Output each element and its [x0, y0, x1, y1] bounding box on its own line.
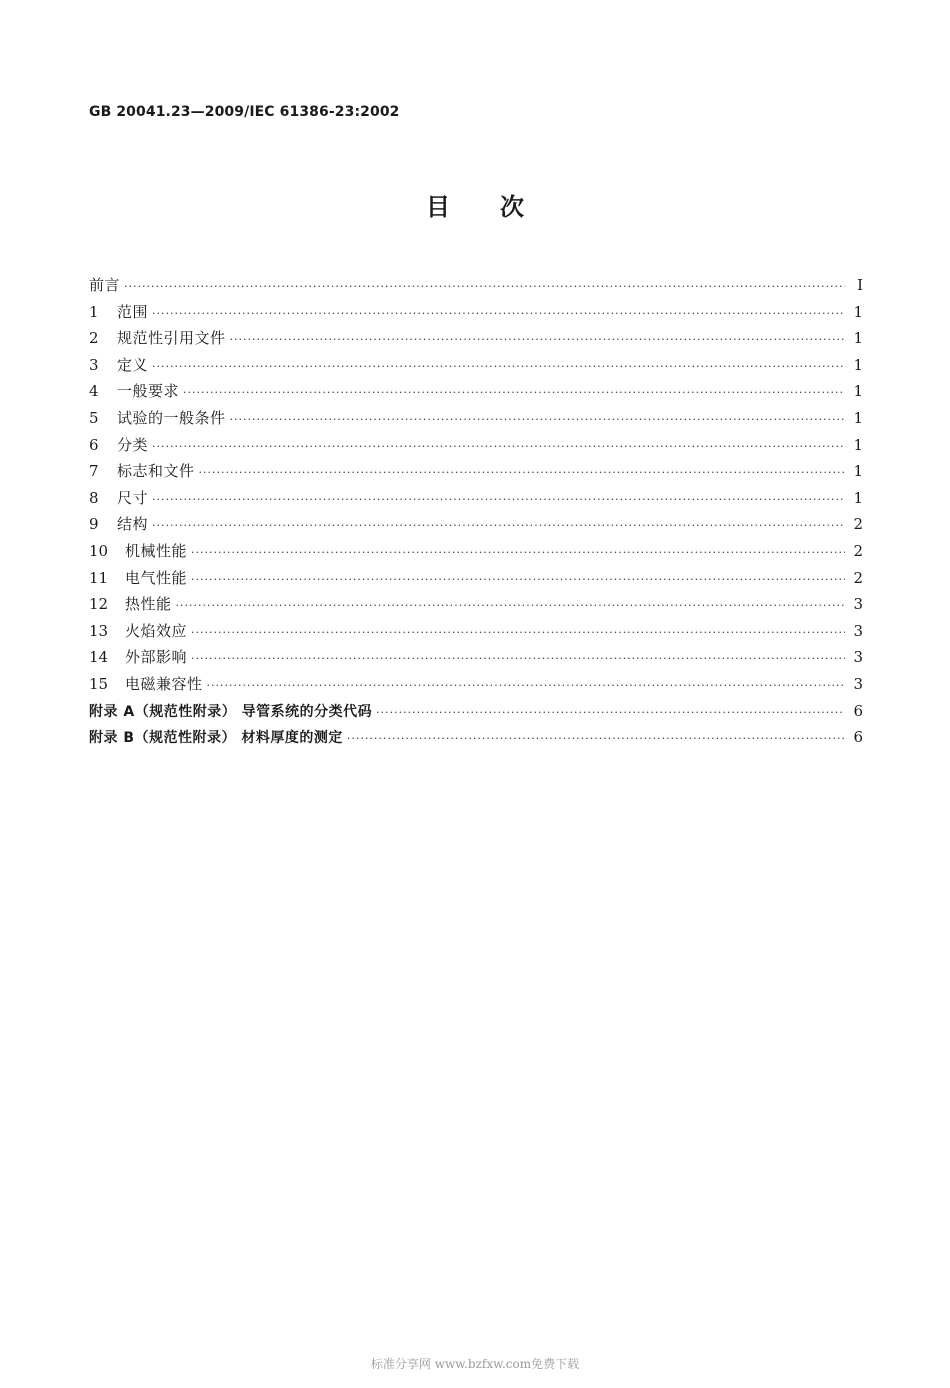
- toc-entry-13[interactable]: [89, 618, 863, 645]
- toc-entry-label: 附录 A（规范性附录） 导管系统的分类代码: [89, 703, 373, 720]
- toc-leader-dots: [376, 700, 845, 727]
- toc-entry-number: 4: [89, 382, 99, 401]
- toc-entry-page: 1: [853, 462, 863, 481]
- toc-entry-number: 8: [89, 488, 99, 507]
- toc-entry-page: 2: [853, 541, 863, 560]
- toc-title-char-2: 次: [500, 193, 524, 221]
- toc-entry-6[interactable]: [89, 432, 863, 459]
- toc-entry-label: 机械性能: [125, 541, 188, 560]
- toc-entry-label: 电磁兼容性: [125, 674, 203, 693]
- toc-entry-label: 定义: [117, 355, 149, 374]
- toc-leader-dots: [152, 434, 845, 461]
- toc-entry-number: 7: [89, 462, 99, 481]
- toc-entry-page: 3: [853, 674, 863, 693]
- toc-entry-page: 3: [853, 648, 863, 667]
- toc-entry-page: 1: [853, 355, 863, 374]
- toc-leader-dots: [152, 354, 845, 381]
- toc-entry-label: 标志和文件: [117, 462, 195, 481]
- toc-entry-page: Ⅰ: [857, 276, 863, 294]
- toc-entry-label: 火焰效应: [125, 621, 188, 640]
- standard-code-header: GB 20041.23—2009/IEC 61386-23:2002: [89, 104, 400, 120]
- toc-entry-number: 13: [89, 621, 109, 640]
- toc-entry-foreword[interactable]: [89, 272, 863, 299]
- toc-entry-2[interactable]: [89, 325, 863, 352]
- toc-entry-page: 6: [853, 701, 863, 720]
- toc-entry-number: 15: [89, 674, 109, 693]
- toc-entry-14[interactable]: [89, 644, 863, 671]
- toc-entry-annex-b[interactable]: [89, 724, 863, 751]
- toc-entry-page: 6: [853, 728, 863, 747]
- toc-entry-number: 6: [89, 435, 99, 454]
- toc-entry-1[interactable]: [89, 299, 863, 326]
- toc-leader-dots: [230, 327, 845, 354]
- toc-entry-number: 9: [89, 515, 99, 534]
- toc-leader-dots: [207, 673, 845, 700]
- toc-entry-number: 2: [89, 329, 99, 348]
- toc-entry-page: 3: [853, 621, 863, 640]
- toc-entry-3[interactable]: [89, 352, 863, 379]
- toc-entry-4[interactable]: [89, 378, 863, 405]
- toc-entry-number: 10: [89, 541, 109, 560]
- toc-entry-label: 电气性能: [125, 568, 188, 587]
- table-of-contents: [89, 272, 863, 751]
- toc-leader-dots: [199, 460, 845, 487]
- toc-entry-page: 1: [853, 329, 863, 348]
- toc-leader-dots: [176, 593, 845, 620]
- toc-entry-5[interactable]: [89, 405, 863, 432]
- toc-entry-page: 1: [853, 302, 863, 321]
- toc-entry-number: 14: [89, 648, 109, 667]
- toc-leader-dots: [191, 620, 845, 647]
- toc-entry-page: 3: [853, 595, 863, 614]
- toc-entry-number: 11: [89, 568, 109, 587]
- toc-leader-dots: [152, 513, 845, 540]
- toc-entry-page: 2: [853, 568, 863, 587]
- toc-entry-label: 一般要求: [117, 382, 180, 401]
- toc-entry-10[interactable]: [89, 538, 863, 565]
- toc-leader-dots: [191, 646, 845, 673]
- toc-entry-page: 2: [853, 515, 863, 534]
- toc-entry-15[interactable]: [89, 671, 863, 698]
- toc-entry-number: 12: [89, 595, 109, 614]
- toc-entry-label: 范围: [117, 302, 149, 321]
- toc-entry-label: 试验的一般条件: [117, 408, 226, 427]
- toc-entry-number: 3: [89, 355, 99, 374]
- toc-entry-9[interactable]: [89, 511, 863, 538]
- toc-leader-dots: [152, 301, 845, 328]
- toc-entry-page: 1: [853, 435, 863, 454]
- toc-leader-dots: [347, 726, 845, 753]
- toc-entry-7[interactable]: [89, 458, 863, 485]
- toc-entry-page: 1: [853, 488, 863, 507]
- toc-entry-12[interactable]: [89, 591, 863, 618]
- toc-leader-dots: [183, 380, 845, 407]
- toc-entry-label: 热性能: [125, 595, 172, 614]
- toc-leader-dots: [124, 274, 845, 301]
- toc-entry-label: 分类: [117, 435, 149, 454]
- toc-entry-label: 外部影响: [125, 648, 188, 667]
- toc-title-char-1: 目: [426, 193, 450, 221]
- toc-entry-8[interactable]: [89, 485, 863, 512]
- toc-entry-page: 1: [853, 382, 863, 401]
- toc-entry-label: 前言: [89, 276, 121, 294]
- watermark-footer: 标准分享网 www.bzfxw.com免费下载: [370, 1357, 580, 1371]
- toc-entry-label: 规范性引用文件: [117, 329, 226, 348]
- toc-leader-dots: [230, 407, 845, 434]
- toc-title: [0, 190, 950, 224]
- toc-entry-annex-a[interactable]: [89, 698, 863, 725]
- toc-entry-label: 结构: [117, 515, 149, 534]
- toc-entry-number: 5: [89, 408, 99, 427]
- toc-leader-dots: [191, 567, 845, 594]
- toc-entry-number: 1: [89, 302, 99, 321]
- toc-entry-11[interactable]: [89, 565, 863, 592]
- toc-entry-label: 尺寸: [117, 488, 149, 507]
- toc-leader-dots: [191, 540, 845, 567]
- toc-entry-label: 附录 B（规范性附录） 材料厚度的测定: [89, 730, 343, 747]
- toc-leader-dots: [152, 487, 845, 514]
- toc-entry-page: 1: [853, 408, 863, 427]
